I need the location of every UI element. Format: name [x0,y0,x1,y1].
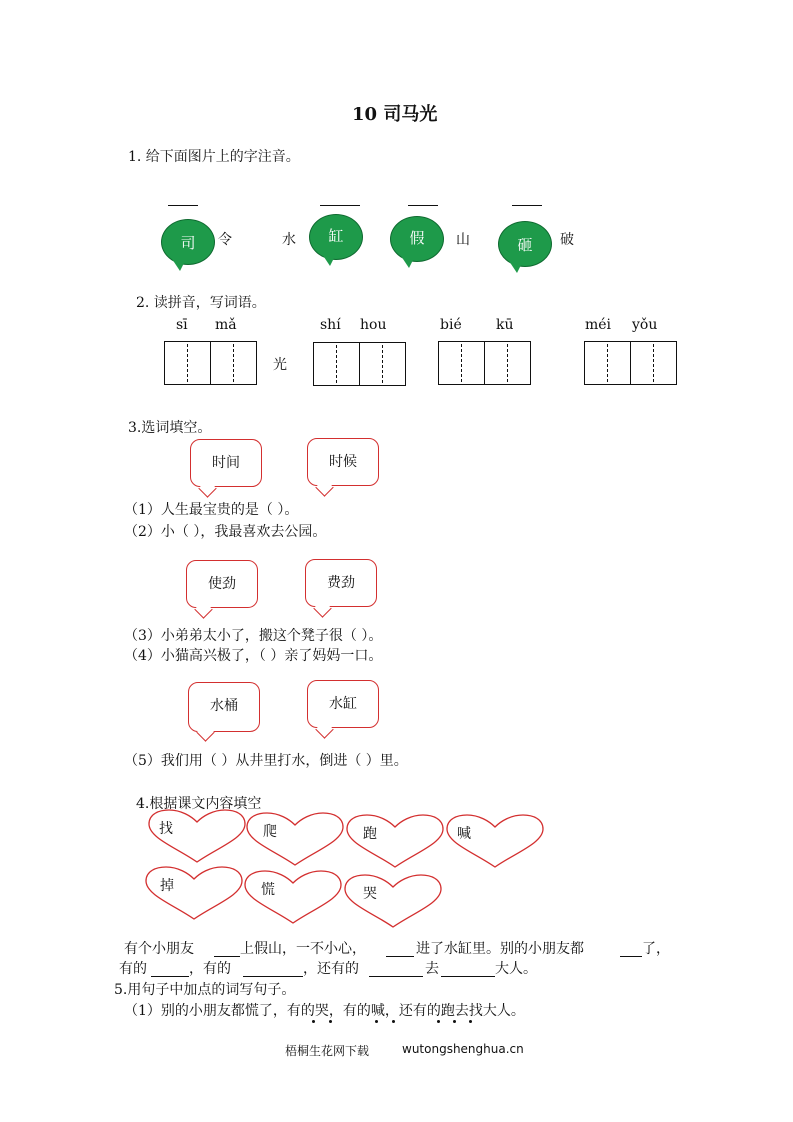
heart-card [144,865,244,925]
page-title: 10 司马光 [352,104,438,125]
word-card-text: 水桶 [210,698,238,714]
emphasis-dot [453,1020,456,1023]
heart-char: 爬 [263,824,277,840]
q2-suffix: 光 [273,357,287,373]
pinyin: bié [440,317,462,333]
heart-card [243,869,343,929]
bubble-za [498,221,552,267]
word-card [186,560,258,608]
q4-line2-part1: 有的 [119,961,147,977]
q5-prompt: 5.用句子中加点的词写句子。 [114,982,296,998]
word-card-text: 时间 [212,455,240,471]
heart-card [245,811,345,871]
pinyin: yǒu [632,317,658,333]
word-card-text: 水缸 [329,696,357,712]
footer-url[interactable]: wutongshenghua.cn [402,1042,524,1056]
emphasis-dot [392,1020,395,1023]
q4-prompt: 4.根据课文内容填空 [136,796,262,812]
q4-line1-part2: 上假山，一不小心， [240,941,366,957]
emphasis-dot [312,1020,315,1023]
word-card [307,438,379,486]
writing-grid-1[interactable] [164,341,257,385]
pinyin: shí [320,317,341,333]
emphasis-dot [375,1020,378,1023]
heart-char: 掉 [160,878,174,894]
q4-line1-part1: 有个小朋友 [124,941,194,957]
q1-word-2-before: 水 [282,232,296,248]
heart-char: 哭 [363,886,377,902]
pinyin: hou [360,317,387,333]
pinyin: sī [176,317,188,333]
heart-card [147,808,247,868]
fill-blank[interactable] [441,976,495,977]
q3-sentence-2: （2）小（ ），我最喜欢去公园。 [124,524,327,540]
bubble-char: 假 [409,229,425,247]
word-card-text: 费劲 [327,575,355,591]
pinyin: kū [496,317,514,333]
q4-line2-part4: 去 [425,961,439,977]
q4-line1-part3: 进了水缸里。别的小朋友都 [416,941,584,957]
heart-char: 找 [159,821,173,837]
bubble-char: 砸 [517,236,533,254]
word-card [307,680,379,728]
q1-word-1-after: 令 [218,232,232,248]
heart-char: 跑 [363,826,377,842]
writing-grid-2[interactable] [313,342,406,386]
writing-grid-3[interactable] [438,341,531,385]
word-card [190,439,262,487]
bubble-jia [390,216,444,262]
word-card [305,559,377,607]
q1-blank-4[interactable] [512,205,542,206]
q3-prompt: 3.选词填空。 [128,420,212,436]
fill-blank[interactable] [214,956,240,957]
q5-sentence-1: （1）别的小朋友都慌了，有的哭，有的喊，还有的跑去找大人。 [124,1003,525,1019]
q3-sentence-5: （5）我们用（ ）从井里打水，倒进（ ）里。 [124,753,408,769]
word-card [188,682,260,732]
fill-blank[interactable] [386,956,414,957]
q4-line2-part2: ，有的 [189,961,231,977]
heart-card [445,813,545,873]
pinyin: méi [585,317,612,333]
pinyin: mǎ [215,317,237,333]
q1-prompt: 1. 给下面图片上的字注音。 [128,149,300,165]
bubble-si [161,219,215,265]
heart-char: 喊 [457,826,471,842]
fill-blank[interactable] [151,976,189,977]
fill-blank[interactable] [369,976,423,977]
q3-sentence-3: （3）小弟弟太小了，搬这个凳子很（ ）。 [124,628,383,644]
bubble-gang [309,214,363,260]
fill-blank[interactable] [243,976,303,977]
heart-char: 慌 [261,882,275,898]
q2-prompt: 2. 读拼音，写词语。 [136,295,266,311]
writing-grid-4[interactable] [584,341,677,385]
q4-line2-part3: ，还有的 [303,961,359,977]
emphasis-dot [329,1020,332,1023]
q1-word-3-after: 山 [456,232,470,248]
heart-card [345,813,445,873]
q1-blank-2[interactable] [320,205,360,206]
word-card-text: 使劲 [208,576,236,592]
heart-card [343,873,443,933]
q3-sentence-1: （1）人生最宝贵的是（ ）。 [124,502,299,518]
emphasis-dot [437,1020,440,1023]
q1-blank-3[interactable] [408,205,438,206]
q1-blank-1[interactable] [168,205,198,206]
footer-source: 梧桐生花网下载 [285,1044,370,1058]
q4-line2-part5: 大人。 [495,961,537,977]
fill-blank[interactable] [620,956,642,957]
word-card-text: 时候 [329,454,357,470]
q3-sentence-4: （4）小猫高兴极了，（ ）亲了妈妈一口。 [124,648,383,664]
bubble-char: 缸 [328,227,344,245]
emphasis-dot [469,1020,472,1023]
q4-line1-part4: 了， [642,941,670,957]
bubble-char: 司 [180,234,196,252]
q1-word-4-after: 破 [560,232,574,248]
